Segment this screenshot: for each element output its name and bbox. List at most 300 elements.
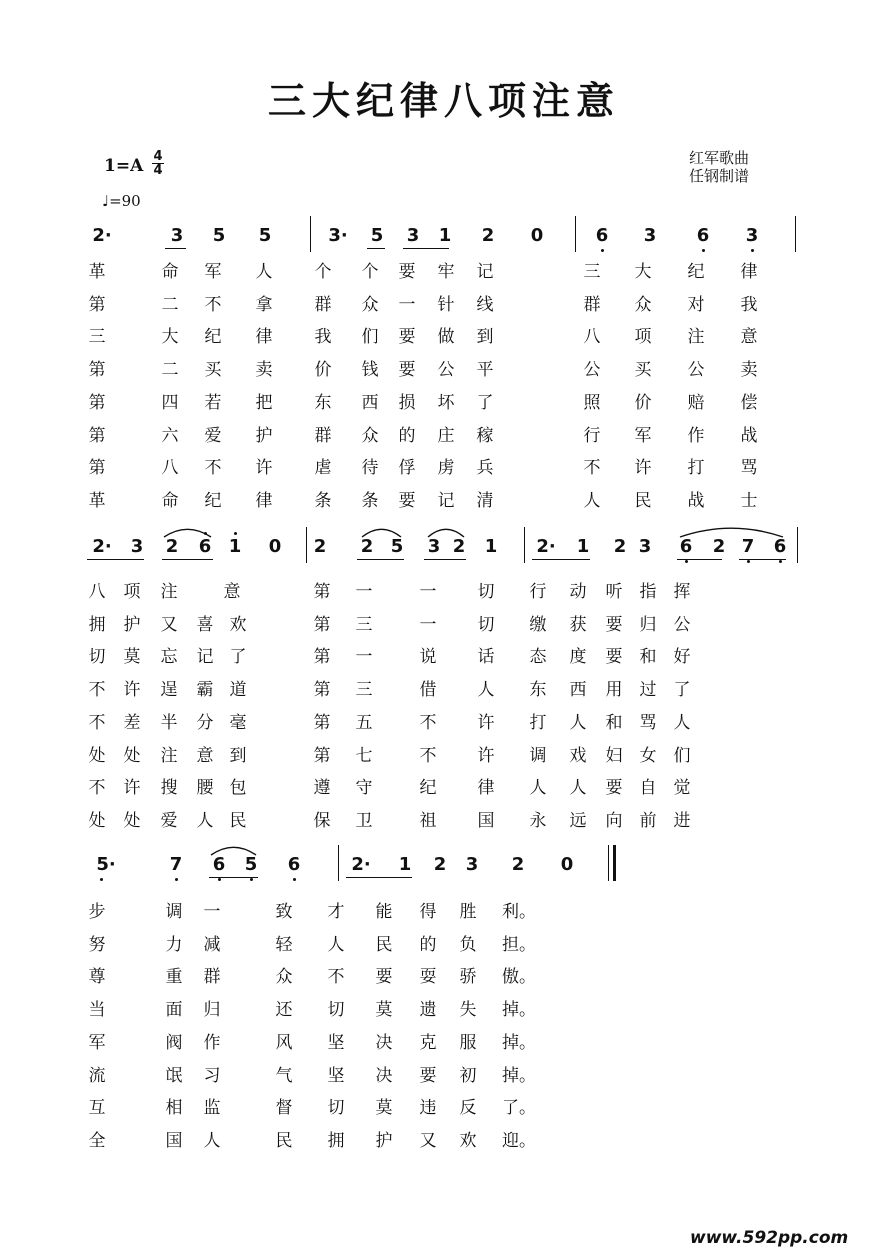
lyric-char: 决 (375, 1032, 393, 1053)
note: 1 (228, 536, 242, 557)
lyric-char: 好 (673, 647, 691, 668)
slur-arc (162, 521, 213, 539)
lyric-char: 人 (529, 778, 547, 799)
lyric-char: 打 (687, 458, 705, 479)
note: 1 (438, 225, 452, 246)
lyric-char: 前 (639, 810, 657, 831)
lyric-char: 第 (88, 425, 106, 446)
rhythm-underline (367, 248, 385, 249)
lyric-char: 要 (375, 967, 393, 988)
lyric-char: 负 (459, 934, 477, 955)
slur-arc (426, 521, 466, 539)
time-signature-top: 4 (153, 149, 163, 164)
note: 7 (169, 854, 183, 875)
lyric-char: 致 (275, 902, 293, 922)
watermark: www.592pp.com (690, 1228, 849, 1248)
lyric-char: 和 (639, 647, 657, 668)
lyric-char: 态 (529, 647, 547, 668)
lyric-char: 若 (204, 392, 222, 413)
lyric-char: 道 (229, 680, 247, 701)
rhythm-underline (677, 559, 722, 560)
lyric-char: 莫 (375, 1000, 393, 1021)
lyric-char: 把 (255, 392, 273, 413)
lyric-char: 国 (477, 810, 495, 831)
lyric-char: 掉。 (502, 1065, 536, 1086)
lyric-char: 爱 (204, 425, 222, 446)
note: 2 (481, 225, 495, 246)
lyric-char: 和 (605, 712, 623, 733)
lyric-char: 忘 (160, 647, 178, 668)
lyric-char: 民 (229, 810, 247, 831)
lyric-char: 个 (361, 262, 379, 282)
bar-line (575, 216, 576, 252)
bar-line (338, 845, 339, 881)
lyric-char: 永 (529, 810, 547, 831)
lyric-char: 纪 (204, 327, 222, 348)
lyric-char: 人 (196, 810, 214, 831)
lyric-char: 人 (255, 262, 273, 282)
lyric-char: 行 (583, 425, 601, 446)
lyric-char: 第 (313, 712, 331, 733)
lyric-char: 尊 (88, 967, 106, 988)
note: 6 (198, 536, 212, 557)
lyric-char: 重 (165, 967, 183, 988)
lyric-char: 分 (196, 712, 214, 733)
lyric-char: 处 (123, 745, 141, 766)
lyric-char: 处 (88, 810, 106, 831)
lyric-char: 许 (123, 680, 141, 701)
lyric-char: 要 (605, 778, 623, 799)
lyric-char: 律 (255, 490, 273, 511)
lyric-char: 群 (314, 294, 332, 315)
lyric-char: 西 (569, 680, 587, 701)
lyric-char: 要 (398, 360, 416, 381)
note: 5 (370, 225, 384, 246)
lyric-char: 失 (459, 1000, 477, 1021)
lyric-char: 当 (88, 1000, 106, 1021)
note: 3 (170, 225, 184, 246)
note: 6 (287, 854, 301, 875)
lyric-char: 护 (123, 614, 141, 635)
lyric-char: 切 (477, 614, 495, 635)
lyric-char: 说 (419, 647, 437, 668)
lyric-char: 二 (161, 360, 179, 381)
lyric-char: 逞 (160, 680, 178, 701)
tempo-marking: ♩=90 (102, 192, 141, 210)
note: 6 (773, 536, 787, 557)
lyric-char: 初 (459, 1065, 477, 1086)
lyric-char: 钱 (361, 360, 379, 381)
lyric-char: 众 (361, 294, 379, 315)
lyric-char: 条 (314, 490, 332, 511)
lyric-char: 许 (255, 458, 273, 479)
lyric-char: 记 (476, 262, 494, 282)
lyric-char: 听 (605, 582, 623, 602)
lyric-char: 氓 (165, 1065, 183, 1086)
lyric-char: 许 (477, 712, 495, 733)
lyric-char: 喜 (196, 614, 214, 635)
slur-arc (360, 521, 403, 539)
lyric-char: 第 (88, 360, 106, 381)
lyric-char: 公 (437, 360, 455, 381)
note: 5 (390, 536, 404, 557)
lyric-char: 民 (375, 934, 393, 955)
lyric-char: 东 (529, 680, 547, 701)
lyric-char: 意 (223, 582, 241, 602)
lyric-char: 要 (398, 490, 416, 511)
lyric-char: 一 (355, 582, 373, 602)
lyric-char: 骂 (740, 458, 758, 479)
lyric-char: 们 (673, 745, 691, 766)
lyric-char: 卖 (740, 360, 758, 381)
lyric-char: 众 (361, 425, 379, 446)
bar-line (524, 527, 525, 563)
lyric-char: 欢 (459, 1130, 477, 1151)
note: 5· (94, 855, 118, 875)
lyric-char: 腰 (196, 778, 214, 799)
note: 2 (712, 536, 726, 557)
lyric-char: 习 (203, 1065, 221, 1086)
song-title: 三大纪律八项注意 (267, 79, 620, 123)
lyric-char: 调 (529, 745, 547, 766)
lyric-char: 八 (88, 582, 106, 602)
rhythm-underline (162, 559, 213, 560)
note: 3 (643, 225, 657, 246)
lyric-char: 坚 (327, 1065, 345, 1086)
lyric-char: 人 (203, 1130, 221, 1151)
lyric-char: 稼 (476, 425, 494, 446)
lyric-char: 对 (687, 294, 705, 315)
lyric-char: 督 (275, 1098, 293, 1119)
lyric-char: 了。 (502, 1098, 536, 1119)
lyric-char: 注 (687, 327, 705, 348)
lyric-char: 卫 (355, 810, 373, 831)
lyric-char: 民 (634, 490, 652, 511)
lyric-char: 面 (165, 1000, 183, 1021)
note: 2· (92, 536, 112, 557)
note: 0 (268, 536, 282, 557)
lyric-char: 军 (204, 262, 222, 282)
lyric-char: 觉 (673, 778, 691, 799)
lyric-char: 项 (123, 582, 141, 602)
slur-arc (678, 521, 785, 539)
lyric-char: 到 (476, 327, 494, 348)
rhythm-underline (209, 877, 258, 878)
bar-line (797, 527, 798, 563)
note: 3 (130, 536, 144, 557)
lyric-char: 话 (477, 647, 495, 668)
lyric-char: 一 (398, 294, 416, 315)
lyric-char: 女 (639, 745, 657, 766)
lyric-char: 纪 (687, 262, 705, 282)
lyric-char: 努 (88, 934, 106, 955)
lyric-char: 遵 (313, 778, 331, 799)
lyric-char: 不 (88, 680, 106, 701)
note: 7 (741, 536, 755, 557)
note: 3 (638, 536, 652, 557)
lyric-char: 步 (88, 902, 106, 922)
lyric-char: 不 (204, 458, 222, 479)
lyric-char: 不 (419, 712, 437, 733)
lyric-char: 第 (88, 392, 106, 413)
lyric-char: 命 (161, 490, 179, 511)
note: 3· (328, 225, 348, 246)
lyric-char: 要 (605, 614, 623, 635)
lyric-char: 记 (437, 490, 455, 511)
lyric-char: 牢 (437, 262, 455, 282)
lyric-char: 包 (229, 778, 247, 799)
lyric-char: 坚 (327, 1032, 345, 1053)
lyric-char: 切 (88, 647, 106, 668)
lyric-char: 处 (123, 810, 141, 831)
lyric-char: 针 (437, 294, 455, 315)
note: 5 (212, 225, 226, 246)
note: 1 (398, 854, 412, 875)
lyric-char: 反 (459, 1098, 477, 1119)
lyric-char: 指 (639, 582, 657, 602)
lyric-char: 远 (569, 810, 587, 831)
note: 3 (465, 854, 479, 875)
time-signature (151, 150, 165, 177)
note: 6 (696, 225, 710, 246)
lyric-char: 要 (605, 647, 623, 668)
note: 1 (576, 536, 590, 557)
lyric-char: 赔 (687, 392, 705, 413)
lyric-char: 拿 (255, 294, 273, 315)
lyric-char: 意 (196, 745, 214, 766)
lyric-char: 轻 (275, 934, 293, 955)
lyric-char: 第 (313, 614, 331, 635)
note: 6 (212, 854, 226, 875)
bar-line (795, 216, 796, 252)
lyric-char: 傲。 (502, 967, 536, 988)
lyric-char: 我 (314, 327, 332, 348)
lyric-char: 迎。 (502, 1130, 536, 1151)
lyric-char: 一 (419, 614, 437, 635)
lyric-char: 遗 (419, 1000, 437, 1021)
lyric-char: 五 (355, 712, 373, 733)
lyric-char: 向 (605, 810, 623, 831)
lyric-char: 做 (437, 327, 455, 348)
note: 2 (165, 536, 179, 557)
final-bar-line (613, 845, 616, 881)
lyric-char: 四 (161, 392, 179, 413)
note: 2 (360, 536, 374, 557)
note: 6 (595, 225, 609, 246)
lyric-char: 大 (161, 327, 179, 348)
lyric-char: 获 (569, 614, 587, 635)
lyric-char: 动 (569, 582, 587, 602)
lyric-char: 坏 (437, 392, 455, 413)
lyric-char: 俘 (398, 458, 416, 479)
lyric-char: 律 (740, 262, 758, 282)
lyric-char: 人 (569, 712, 587, 733)
note: 3 (745, 225, 759, 246)
lyric-char: 妇 (605, 745, 623, 766)
lyric-char: 了 (673, 680, 691, 701)
lyric-char: 人 (327, 934, 345, 955)
lyric-char: 第 (88, 294, 106, 315)
lyric-char: 革 (88, 262, 106, 282)
lyric-char: 士 (740, 490, 758, 511)
lyric-char: 价 (634, 392, 652, 413)
lyric-char: 记 (196, 647, 214, 668)
note: 0 (530, 225, 544, 246)
lyric-char: 众 (634, 294, 652, 315)
lyric-char: 要 (398, 327, 416, 348)
note: 2 (313, 536, 327, 557)
lyric-char: 不 (419, 745, 437, 766)
note: 5 (244, 854, 258, 875)
lyric-char: 全 (88, 1130, 106, 1151)
lyric-char: 一 (419, 582, 437, 602)
lyric-char: 三 (355, 614, 373, 635)
lyric-char: 二 (161, 294, 179, 315)
lyric-char: 第 (313, 680, 331, 701)
lyric-char: 不 (88, 778, 106, 799)
lyric-char: 归 (203, 1000, 221, 1021)
rhythm-underline (403, 248, 449, 249)
lyric-char: 挥 (673, 582, 691, 602)
lyric-char: 大 (634, 262, 652, 282)
bar-line (608, 845, 609, 881)
lyric-char: 调 (165, 902, 183, 922)
lyric-char: 众 (275, 967, 293, 988)
lyric-char: 决 (375, 1065, 393, 1086)
lyric-char: 欢 (229, 614, 247, 635)
lyric-char: 三 (583, 262, 601, 282)
lyric-char: 到 (229, 745, 247, 766)
lyric-char: 纪 (204, 490, 222, 511)
note: 6 (679, 536, 693, 557)
lyric-char: 第 (88, 458, 106, 479)
lyric-char: 莫 (375, 1098, 393, 1119)
credit-genre: 红军歌曲 (689, 149, 750, 167)
note: 1 (484, 536, 498, 557)
lyric-char: 保 (313, 810, 331, 831)
note: 3 (406, 225, 420, 246)
lyric-char: 公 (673, 614, 691, 635)
lyric-char: 作 (687, 425, 705, 446)
lyric-char: 护 (375, 1130, 393, 1151)
lyric-char: 八 (161, 458, 179, 479)
lyric-char: 不 (583, 458, 601, 479)
note: 2 (613, 536, 627, 557)
lyric-char: 战 (687, 490, 705, 511)
lyric-char: 克 (419, 1032, 437, 1053)
lyric-char: 许 (634, 458, 652, 479)
lyric-char: 进 (673, 810, 691, 831)
lyric-char: 护 (255, 425, 273, 446)
lyric-char: 不 (88, 712, 106, 733)
lyric-char: 庄 (437, 425, 455, 446)
lyric-char: 革 (88, 490, 106, 511)
lyric-char: 半 (160, 712, 178, 733)
note: 2· (536, 536, 556, 557)
lyric-char: 命 (161, 262, 179, 282)
lyric-char: 的 (419, 934, 437, 955)
lyric-char: 第 (313, 582, 331, 602)
lyric-char: 不 (327, 967, 345, 988)
note: 2 (511, 854, 525, 875)
lyric-char: 缴 (529, 614, 547, 635)
lyric-char: 处 (88, 745, 106, 766)
lyric-char: 守 (355, 778, 373, 799)
lyric-char: 三 (355, 680, 373, 701)
lyric-char: 拥 (88, 614, 106, 635)
lyric-char: 过 (639, 680, 657, 701)
note: 2 (452, 536, 466, 557)
lyric-char: 平 (476, 360, 494, 381)
lyric-char: 公 (583, 360, 601, 381)
lyric-char: 借 (419, 680, 437, 701)
lyric-char: 又 (419, 1130, 437, 1151)
slur-arc (209, 839, 258, 857)
note: 2 (433, 854, 447, 875)
rhythm-underline (739, 559, 786, 560)
lyric-char: 买 (634, 360, 652, 381)
lyric-char: 清 (476, 490, 494, 511)
lyric-char: 的 (398, 425, 416, 446)
lyric-char: 六 (161, 425, 179, 446)
lyric-char: 线 (476, 294, 494, 315)
note: 2· (351, 854, 371, 875)
lyric-char: 打 (529, 712, 547, 733)
lyric-char: 卖 (255, 360, 273, 381)
lyric-char: 战 (740, 425, 758, 446)
lyric-char: 第 (313, 647, 331, 668)
lyric-char: 民 (275, 1130, 293, 1151)
lyric-char: 力 (165, 934, 183, 955)
lyric-char: 又 (160, 614, 178, 635)
lyric-char: 了 (229, 647, 247, 668)
rhythm-underline (532, 559, 590, 560)
lyric-char: 能 (375, 902, 393, 922)
lyric-char: 掉。 (502, 1000, 536, 1021)
lyric-char: 人 (673, 712, 691, 733)
note: 3 (427, 536, 441, 557)
lyric-char: 照 (583, 392, 601, 413)
lyric-char: 一 (203, 902, 221, 922)
lyric-char: 项 (634, 327, 652, 348)
lyric-char: 注 (160, 745, 178, 766)
lyric-char: 气 (275, 1065, 293, 1086)
bar-line (310, 216, 311, 252)
lyric-char: 利。 (502, 902, 536, 922)
lyric-char: 违 (419, 1098, 437, 1119)
lyric-char: 戏 (569, 745, 587, 766)
lyric-char: 监 (203, 1098, 221, 1119)
lyric-char: 毫 (229, 712, 247, 733)
lyric-char: 人 (477, 680, 495, 701)
lyric-char: 要 (398, 262, 416, 282)
rhythm-underline (165, 248, 186, 249)
lyric-char: 搜 (160, 778, 178, 799)
lyric-char: 阀 (165, 1032, 183, 1053)
lyric-char: 个 (314, 262, 332, 282)
lyric-char: 买 (204, 360, 222, 381)
rhythm-underline (393, 877, 412, 878)
lyric-char: 还 (275, 1000, 293, 1021)
lyric-char: 许 (123, 778, 141, 799)
lyric-char: 军 (634, 425, 652, 446)
lyric-char: 掉。 (502, 1032, 536, 1053)
lyric-char: 耍 (419, 967, 437, 988)
lyric-char: 纪 (419, 778, 437, 799)
lyric-char: 切 (327, 1000, 345, 1021)
time-signature-bottom: 4 (153, 163, 163, 178)
lyric-char: 风 (275, 1032, 293, 1053)
